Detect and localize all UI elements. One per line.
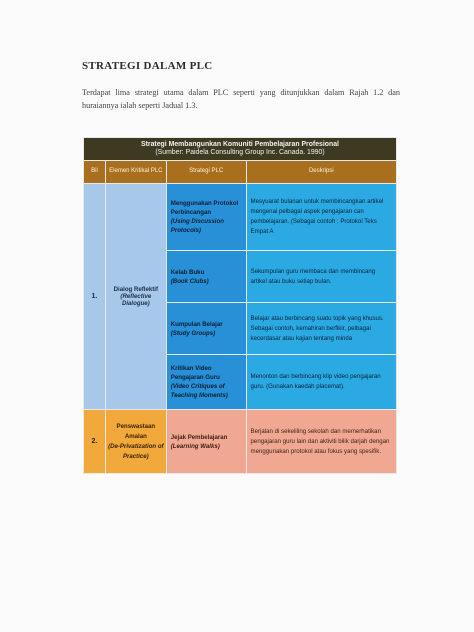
- strategy-label: Kumpulan Belajar: [170, 320, 223, 328]
- description-cell: Belajar atau berbincang suatu topik yang khusus. Sebagai contoh, kemahiran berfikir, pelbagai kecerdasar atau kajian tentang minda: [246, 303, 396, 355]
- strategy-cell: [166, 184, 246, 251]
- header-deskripsi: Deskripsi: [246, 161, 396, 184]
- strategy-label: Jejak Pembelajaran: [170, 433, 228, 441]
- element-label: Dialog Reflektif: [113, 286, 159, 293]
- strategy-label-en: (Learning Walks): [170, 442, 220, 450]
- table-header-row: [84, 161, 397, 184]
- table-source: (Sumber: Paidela Consulting Group Inc. Canada. 1990): [155, 149, 325, 156]
- intro-paragraph: Terdapat lima strategi utama dalam PLC seperti yang ditunjukkan dalam Rajah 1.2 dan huraiannya ialah seperti Jadual 1.3.: [82, 88, 400, 110]
- table-title-cell: [84, 138, 397, 161]
- element-label-en: (De-Privatization of Practice): [108, 442, 164, 460]
- table-title-row: [84, 138, 397, 161]
- description-cell: Mesyuarat bulanan untuk membincangkan artikel mengenai pelbagai aspek pengajaran can pembelajaran. (Sebagai contoh : Protokol Teks Empat A: [246, 184, 396, 251]
- group-number: 2.: [84, 410, 106, 474]
- strategy-label-en: (Study Groups): [170, 329, 216, 337]
- strategy-cell: [166, 303, 246, 355]
- header-strategi: Strategi PLC: [166, 161, 246, 184]
- strategy-cell: [166, 410, 246, 474]
- description-cell: Berjalan di sekeliling sekolah dan memerhatikan pengajaran guru lain dan aktiviti bilik darjah dengan menggunakan protokol atau fokus yang spesifik.: [246, 410, 396, 474]
- plc-strategy-table: [83, 137, 397, 474]
- strategy-label: Menggunakan Protokol Perbincangan: [170, 200, 239, 216]
- strategy-cell: [166, 355, 246, 410]
- strategy-cell: [166, 251, 246, 303]
- element-label-en: (Reflective Dialogue): [120, 293, 152, 307]
- section-heading: STRATEGI DALAM PLC: [82, 60, 213, 72]
- strategy-label-en: (Book Clubs): [170, 277, 209, 285]
- header-bil: Bil: [84, 161, 106, 184]
- description-cell: Sekumpulan guru membaca dan membincang artikel atau buku setiap bulan.: [246, 251, 396, 303]
- table-row: [84, 410, 397, 474]
- strategy-label-en: (Video Critiques of Teaching Moments): [170, 383, 228, 399]
- group-element: [105, 410, 166, 474]
- strategy-label: Kritikan Video Pengajaran Guru: [170, 365, 220, 381]
- strategy-label: Kelab Buku: [170, 268, 205, 276]
- table-row: [84, 184, 397, 251]
- header-elemen: Elemen Kritikal PLC: [105, 161, 166, 184]
- strategy-label-en: (Using Discussion Protocols): [170, 218, 224, 234]
- group-element: [105, 184, 166, 410]
- table-title: Strategi Membangunkan Komuniti Pembelajaran Profesional: [141, 140, 339, 148]
- group-number: 1.: [84, 184, 106, 410]
- description-cell: Menonton dan berbincang klip video pengajaran guru. (Gunakan kaedah placemat).: [246, 355, 396, 410]
- element-label: Penswastaan Amalan: [116, 422, 156, 440]
